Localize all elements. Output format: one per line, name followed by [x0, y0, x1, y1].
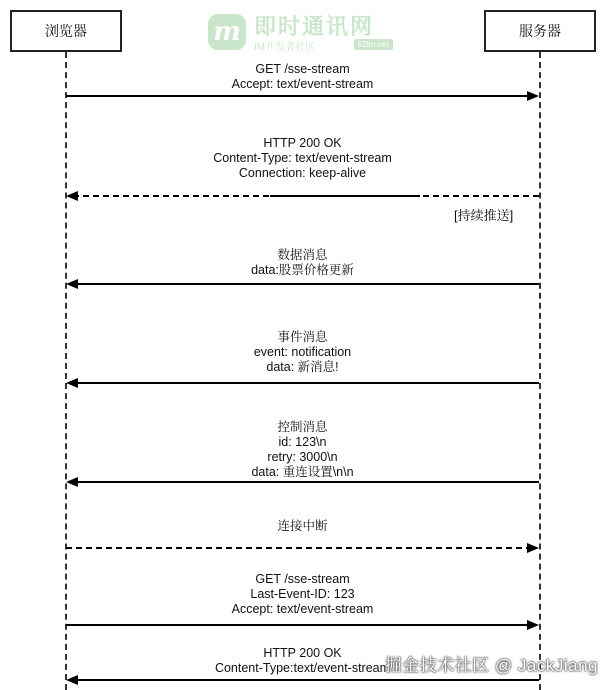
note-continuous-push: [持续推送] [454, 208, 514, 223]
message-arrowhead-m2 [66, 191, 78, 201]
message-line: HTTP 200 OK [263, 646, 342, 660]
message-line: data:股票价格更新 [251, 263, 354, 277]
message-line: event: notification [253, 345, 352, 359]
message-line: Last-Event-ID: 123 [250, 587, 355, 601]
watermark-logo-icon: m [208, 14, 246, 50]
message-line: id: 123\n [278, 435, 327, 449]
message-line: 连接中断 [277, 519, 328, 533]
message-arrowhead-m7 [527, 620, 539, 630]
participant-server-label: 服务器 [519, 23, 561, 39]
message-arrowhead-m6 [527, 543, 539, 553]
message-arrowhead-m4 [66, 378, 78, 388]
message-line: 事件消息 [277, 330, 328, 344]
message-line: GET /sse-stream [255, 572, 350, 586]
message-line: data: 重连设置\n\n [251, 465, 354, 479]
message-line: 数据消息 [277, 248, 328, 262]
message-arrowhead-m3 [66, 279, 78, 289]
participant-browser-label: 浏览器 [45, 23, 87, 39]
message-arrowhead-m5 [66, 477, 78, 487]
message-line: GET /sse-stream [255, 62, 350, 76]
message-line: Connection: keep-alive [238, 166, 367, 180]
watermark-logo-sub: IM开发者社区 [254, 42, 316, 53]
message-line: 控制消息 [277, 420, 328, 434]
message-line: Content-Type: text/event-stream [213, 151, 392, 165]
watermark-logo-tag: 52im.net [354, 39, 393, 50]
message-arrowhead-m8 [66, 675, 78, 685]
message-line: Content-Type:text/event-stream [214, 661, 391, 675]
message-line: Accept: text/event-stream [231, 77, 374, 91]
message-line: data: 新消息! [266, 360, 339, 374]
message-line: Accept: text/event-stream [231, 602, 374, 616]
footer-watermark: 掘金技术社区 @ JackJiang [384, 656, 598, 675]
watermark-logo-text: 即时通讯网 [254, 14, 375, 39]
message-line: HTTP 200 OK [263, 136, 342, 150]
message-arrowhead-m1 [527, 91, 539, 101]
message-line: retry: 3000\n [267, 450, 338, 464]
